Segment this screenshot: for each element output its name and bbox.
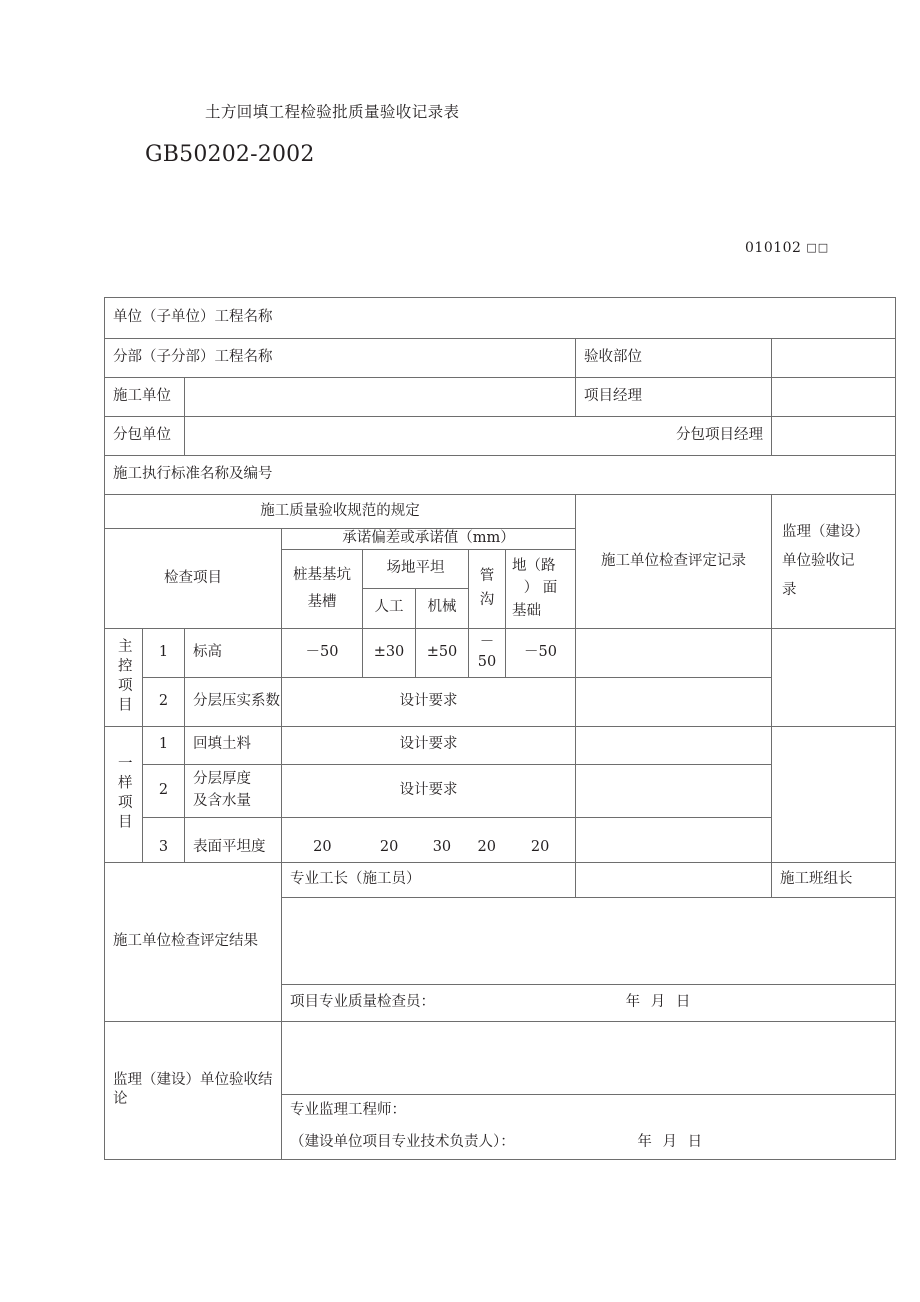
group-label-general-text: 一样项目 [115, 755, 132, 834]
field-check-result-body[interactable] [282, 897, 896, 984]
header-col-site-level-wrap [363, 549, 469, 628]
field-supervision-record-main-control[interactable] [772, 628, 896, 726]
group-label-general [105, 726, 143, 862]
inspection-form-table [104, 297, 896, 1160]
group-label-main-control-text: 主控项目 [115, 638, 132, 717]
header-col-ground-base [506, 549, 576, 628]
header-col-ground-base-line1: 地（路 [512, 557, 556, 574]
date-line-inspector[interactable]: 年 月 日 [625, 993, 694, 1010]
label-team-leader: 施工班组长 [772, 862, 896, 897]
label-quality-inspector-text: 项目专业质量检查员： [290, 993, 435, 1010]
table-row-check-result-header [105, 862, 896, 897]
field-subcontract-project-manager[interactable] [772, 417, 896, 456]
value-pile-foundation: －50 [282, 628, 363, 677]
row-merged-value: 设计要求 [282, 764, 576, 817]
row-open-values [282, 817, 576, 862]
field-unit-check-record-elevation[interactable] [576, 628, 772, 677]
value-pile-foundation: 20 [313, 839, 332, 855]
value-pipe-trench: 20 [477, 839, 496, 855]
header-col-ground-base-line3: 基础 [512, 602, 541, 619]
label-construction-tech-text: （建设单位项目专业技术负责人）： [290, 1133, 515, 1150]
table-row-unit-project [105, 298, 896, 339]
header-check-item: 检查项目 [105, 529, 282, 629]
header-col-pile-foundation-line2: 基槽 [307, 593, 337, 610]
field-construction-unit[interactable] [185, 378, 576, 417]
label-conclusion: 监理（建设）单位验收结论 [105, 1021, 282, 1159]
label-foreman: 专业工长（施工员） [282, 862, 576, 897]
label-check-result: 施工单位检查评定结果 [105, 862, 282, 1021]
row-item-name-line2: 及含水量 [193, 792, 251, 809]
header-supervision-record-line3: 录 [782, 581, 797, 598]
table-row-subcontract-unit [105, 417, 896, 456]
row-number: 2 [143, 677, 185, 726]
value-machine: ±50 [416, 628, 469, 677]
group-label-main-control [105, 628, 143, 726]
value-pipe-trench: －50 [469, 628, 506, 677]
label-subcontract-project-manager: 分包项目经理 [185, 417, 772, 456]
header-col-manual: 人工 [363, 588, 416, 628]
table-row-subunit-project [105, 339, 896, 378]
table-row-construction-unit [105, 378, 896, 417]
field-unit-check-record-backfill[interactable] [576, 726, 772, 764]
row-item-name-line1: 分层厚度 [193, 770, 251, 787]
header-col-pile-foundation [282, 549, 363, 628]
row-item-name: 回填土料 [185, 726, 282, 764]
field-acceptance-location[interactable] [772, 339, 896, 378]
header-col-pipe-trench-line1: 管 [479, 568, 495, 585]
label-subunit-project-name: 分部（子分部）工程名称 [105, 339, 576, 378]
field-project-manager[interactable] [772, 378, 896, 417]
header-supervision-record-line1: 监理（建设） [782, 523, 869, 540]
header-col-pile-foundation-line1: 桩基基坑 [293, 567, 351, 584]
label-construction-unit: 施工单位 [105, 378, 185, 417]
label-quality-inspector [282, 984, 896, 1021]
field-unit-check-record-thickness[interactable] [576, 764, 772, 817]
form-number [745, 240, 829, 256]
value-manual: ±30 [363, 628, 416, 677]
row-number: 2 [143, 764, 185, 817]
table-row-conclusion-body [105, 1021, 896, 1094]
row-number: 1 [143, 726, 185, 764]
field-unit-check-record-compaction[interactable] [576, 677, 772, 726]
header-col-ground-base-line2: ） 面 [523, 580, 558, 597]
label-project-manager: 项目经理 [576, 378, 772, 417]
header-tolerance-group: 承诺偏差或承诺值（mm） [282, 529, 576, 550]
field-supervision-record-general[interactable] [772, 726, 896, 862]
row-merged-value: 设计要求 [282, 726, 576, 764]
label-unit-project-name: 单位（子单位）工程名称 [105, 298, 896, 339]
header-col-pipe-trench-line2: 沟 [479, 591, 495, 608]
table-header-row-spec [105, 495, 896, 529]
label-execution-standard: 施工执行标准名称及编号 [105, 456, 896, 495]
label-construction-tech [282, 1127, 896, 1160]
label-acceptance-location: 验收部位 [576, 339, 772, 378]
field-foreman[interactable] [576, 862, 772, 897]
header-spec-group: 施工质量验收规范的规定 [105, 495, 576, 529]
table-row-execution-standard [105, 456, 896, 495]
date-line-conclusion[interactable]: 年 月 日 [637, 1133, 706, 1150]
label-supervisor-engineer: 专业监理工程师： [282, 1094, 896, 1127]
row-item-name: 表面平坦度 [185, 817, 282, 862]
row-number: 1 [143, 628, 185, 677]
header-col-pipe-trench [469, 549, 506, 628]
header-col-machine: 机械 [427, 599, 457, 616]
value-ground-base: －50 [506, 628, 576, 677]
row-item-name [185, 764, 282, 817]
form-number-value: 010102 [745, 240, 802, 256]
form-number-checkboxes: □□ [806, 241, 830, 254]
header-supervision-record-line2: 单位验收记 [782, 552, 855, 569]
field-conclusion-body[interactable] [282, 1021, 896, 1094]
value-manual: 20 [379, 839, 399, 855]
value-ground-base: 20 [530, 839, 550, 855]
row-item-name: 分层压实系数 [185, 677, 282, 726]
header-supervision-record [772, 495, 896, 629]
table-row-elevation [105, 628, 896, 677]
row-merged-value: 设计要求 [282, 677, 576, 726]
field-unit-check-record-flatness[interactable] [576, 817, 772, 862]
value-machine: 30 [432, 839, 452, 855]
page-title: 土方回填工程检验批质量验收记录表 [205, 103, 460, 121]
table-row-backfill-material [105, 726, 896, 764]
standard-code: GB50202-2002 [145, 142, 315, 167]
header-unit-check-record: 施工单位检查评定记录 [576, 495, 772, 629]
row-number: 3 [143, 817, 185, 862]
header-col-site-level: 场地平坦 [363, 550, 468, 589]
row-item-name: 标高 [185, 628, 282, 677]
label-subcontract-unit: 分包单位 [105, 417, 185, 456]
